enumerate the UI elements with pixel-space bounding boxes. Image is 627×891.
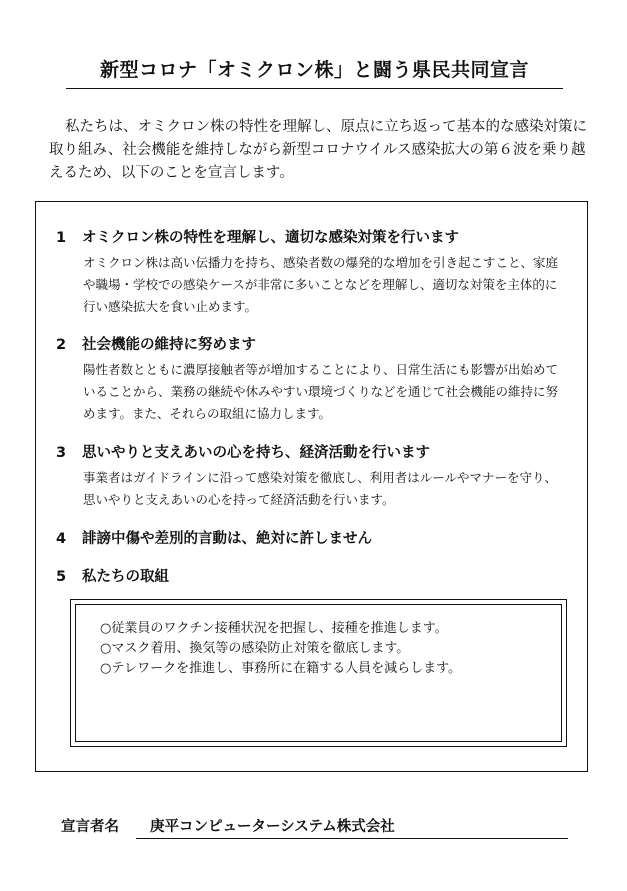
item-heading — [56, 333, 566, 354]
item-body: オミクロン株は高い伝播力を持ち、感染者数の爆発的な増加を引き起こすこと、家庭や職場・学校での感染ケースが非常に多いことなどを理解し、適切な対策を主体的に行い感染拡大を食い止めます。 — [83, 255, 559, 314]
item-heading-text: 社会機能の維持に努めます — [82, 337, 256, 353]
item-number: 3 — [56, 445, 67, 461]
declaration-item-5 — [56, 565, 566, 586]
declaration-item-4 — [56, 527, 566, 548]
item-body: 陽性者数とともに濃厚接触者等が増加することにより、日常生活にも影響が出始めていることから、業務の継続や休みやすい環境づくりなどを通じて社会機能の維持に努めます。また、それらの取組に協力します。 — [83, 362, 559, 421]
action-item: ○マスク着用、換気等の感染防止対策を徹底します。 — [100, 641, 410, 656]
actions-box-inner — [75, 604, 562, 742]
item-heading — [56, 565, 566, 586]
page-title: 新型コロナ「オミクロン株」と闘う県民共同宣言 — [99, 59, 529, 81]
declarant-name: 庚平コンピューターシステム株式会社 — [136, 815, 568, 839]
item-heading — [56, 527, 566, 548]
item-heading-text: 私たちの取組 — [82, 569, 169, 585]
actions-box — [70, 599, 567, 747]
item-number: 4 — [56, 531, 67, 547]
item-number: 2 — [56, 337, 67, 353]
item-heading — [56, 441, 566, 462]
item-body: 事業者はガイドラインに沿って感染対策を徹底し、利用者はルールやマナーを守り、思いやりと支えあいの心を持って経済活動を行います。 — [83, 470, 558, 507]
action-item: ○従業員のワクチン接種状況を把握し、接種を推進します。 — [100, 621, 448, 636]
declaration-item-1 — [56, 226, 566, 318]
item-number: 5 — [56, 569, 67, 585]
declaration-box — [35, 201, 588, 772]
item-heading-text: オミクロン株の特性を理解し、適切な感染対策を行います — [82, 230, 459, 246]
item-heading — [56, 226, 566, 247]
action-item: ○テレワークを推進し、事務所に在籍する人員を減らします。 — [100, 661, 462, 676]
item-number: 1 — [56, 230, 67, 246]
intro-paragraph: 私たちは、オミクロン株の特性を理解し、原点に立ち返って基本的な感染対策に取り組み、社会機能を維持しながら新型コロナウイルス感染拡大の第６波を乗り越えるため、以下のことを宣言します。 — [49, 119, 587, 181]
declaration-item-2 — [56, 333, 566, 425]
declaration-item-3 — [56, 441, 566, 511]
title-block — [66, 55, 563, 89]
item-heading-text: 思いやりと支えあいの心を持ち、経済活動を行います — [82, 445, 430, 461]
declarant-label: 宣言者名 — [61, 819, 119, 835]
item-heading-text: 誹謗中傷や差別的言動は、絶対に許しません — [82, 531, 372, 547]
